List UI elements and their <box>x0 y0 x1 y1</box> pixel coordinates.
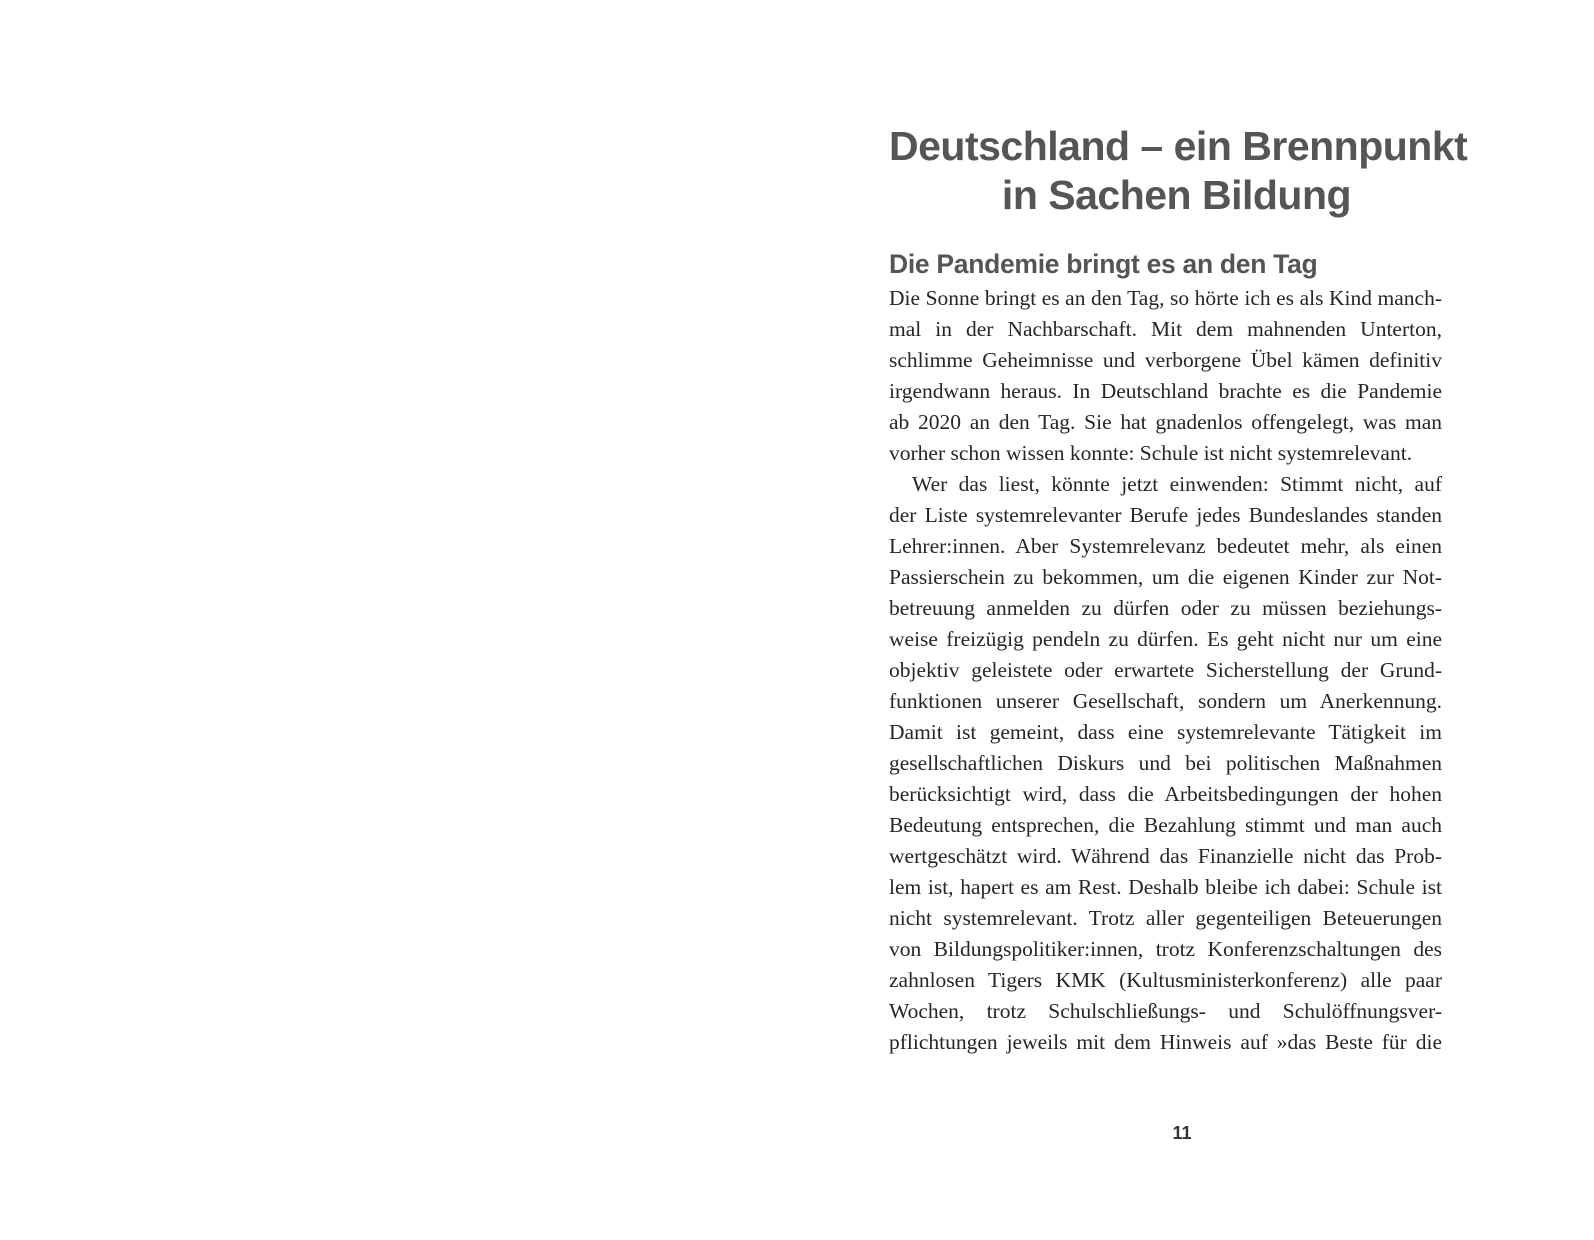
text-line: pflichtungen jeweils mit dem Hinweis auf »das Beste für die <box>889 1030 1442 1054</box>
text-line: Passierschein zu bekommen, um die eigenen Kinder zur Not- <box>889 565 1442 589</box>
text-line: objektiv geleistete oder erwartete Sicherstellung der Grund- <box>889 658 1442 682</box>
right-page <box>797 0 1594 1240</box>
text-line: Damit ist gemeint, dass eine systemrelevante Tätigkeit im <box>889 720 1442 744</box>
text-line: Wochen, trotz Schulschließungs- und Schulöffnungsver- <box>889 999 1442 1023</box>
chapter-title <box>889 122 1468 220</box>
text-line: berücksichtigt wird, dass die Arbeitsbedingungen der hohen <box>889 782 1442 806</box>
text-line: irgendwann heraus. In Deutschland brachte es die Pandemie <box>889 379 1442 403</box>
body-text <box>889 283 1442 1058</box>
text-line: betreuung anmelden zu dürfen oder zu müssen beziehungs- <box>889 596 1442 620</box>
text-line: schlimme Geheimnisse und verborgene Übel kämen definitiv <box>889 348 1442 372</box>
text-line: funktionen unserer Gesellschaft, sondern um Anerkennung. <box>889 689 1442 713</box>
text-line: wertgeschätzt wird. Während das Finanzielle nicht das Prob- <box>889 844 1442 868</box>
text-line: zahnlosen Tigers KMK (Kultusministerkonferenz) alle paar <box>889 968 1442 992</box>
text-line: Die Sonne bringt es an den Tag, so hörte ich es als Kind manch- <box>889 286 1442 310</box>
section-heading: Die Pandemie bringt es an den Tag <box>889 249 1318 279</box>
text-line: Lehrer:innen. Aber Systemrelevanz bedeutet mehr, als einen <box>889 534 1442 558</box>
text-line: Bedeutung entsprechen, die Bezahlung stimmt und man auch <box>889 813 1442 837</box>
chapter-title-line-1: Deutschland – ein Brennpunkt <box>889 123 1468 169</box>
text-line: weise freizügig pendeln zu dürfen. Es geht nicht nur um eine <box>889 627 1442 651</box>
text-line: von Bildungspolitiker:innen, trotz Konferenzschaltungen des <box>889 937 1442 961</box>
page-number: 11 <box>1172 1123 1192 1143</box>
text-line: Wer das liest, könnte jetzt einwenden: Stimmt nicht, auf <box>912 472 1442 496</box>
text-line: ab 2020 an den Tag. Sie hat gnadenlos offengelegt, was man <box>889 410 1442 434</box>
text-line: gesellschaftlichen Diskurs und bei politischen Maßnahmen <box>889 751 1442 775</box>
text-line: vorher schon wissen konnte: Schule ist nicht systemrelevant. <box>889 441 1413 465</box>
text-line: nicht systemrelevant. Trotz aller gegenteiligen Beteuerungen <box>889 906 1442 930</box>
text-line: der Liste systemrelevanter Berufe jedes Bundeslandes standen <box>889 503 1442 527</box>
text-line: mal in der Nachbarschaft. Mit dem mahnenden Unterton, <box>889 317 1442 341</box>
text-line: lem ist, hapert es am Rest. Deshalb bleibe ich dabei: Schule ist <box>889 875 1442 899</box>
chapter-title-line-2: in Sachen Bildung <box>1001 172 1352 218</box>
